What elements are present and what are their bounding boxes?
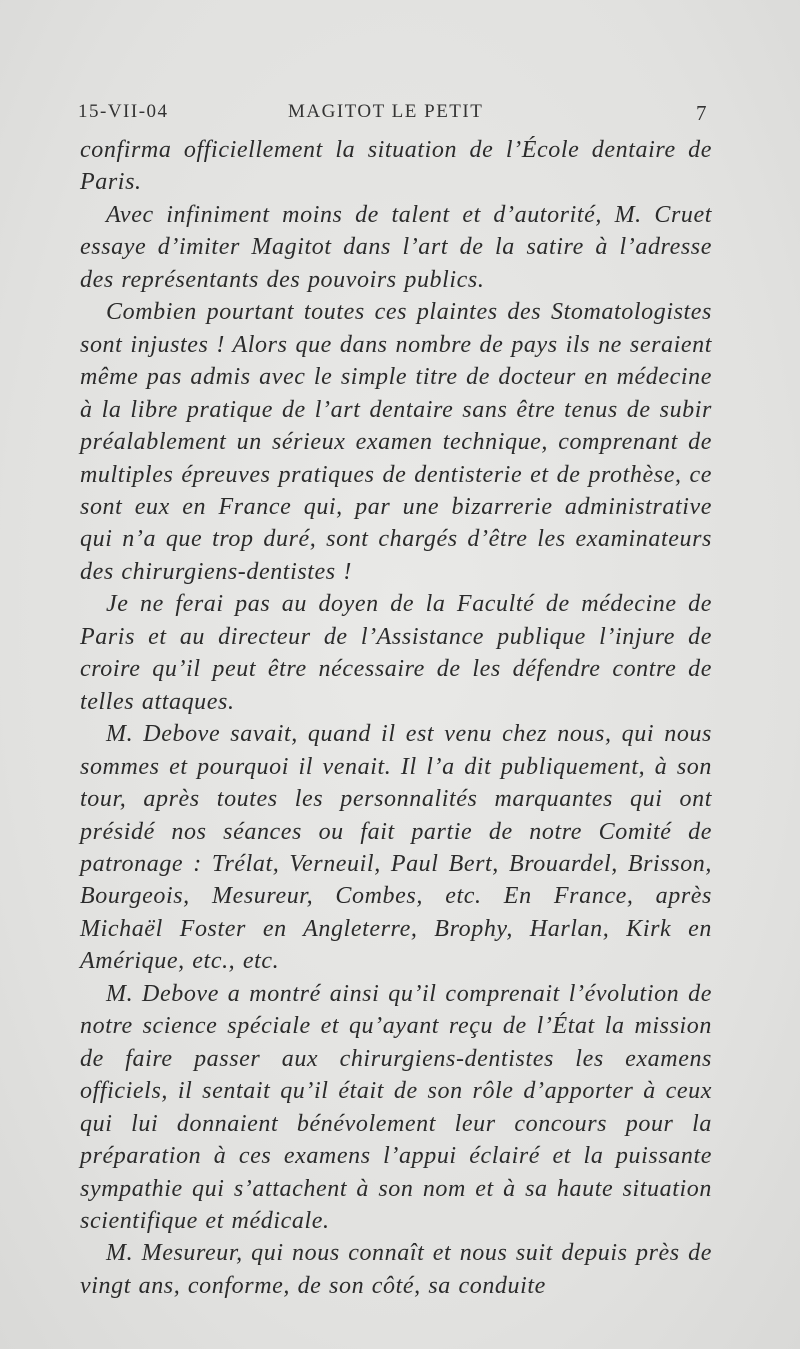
paragraph: Avec infiniment moins de talent et d’autorité, M. Cruet essaye d’imiter Magitot dans l’art de la satire à l’adresse des représentants des pouvoirs publics. — [80, 201, 712, 293]
paragraph: M. Mesureur, qui nous connaît et nous suit depuis près de vingt ans, conforme, de son côté, sa conduite — [80, 1240, 712, 1299]
paragraph: M. Debove savait, quand il est venu chez nous, qui nous sommes et pourquoi il venait. Il l’a dit publiquement, à son tour, après toutes les personnalités marquantes qui ont présidé nos séances ou fait partie de notre Comité de patronage : Trélat, Verneuil, Paul Bert, Brouardel, Brisson, Bourgeois, Mesureur, Combes, etc. En France, après Michaël Foster en Angleterre, Brophy, Harlan, Kirk en Amérique, etc., etc. — [80, 721, 712, 975]
page-number: 7 — [696, 101, 708, 125]
paragraph: M. Debove a montré ainsi qu’il comprenait l’évolution de notre science spéciale et qu’ayant reçu de l’État la mission de faire passer aux chirurgiens-dentistes les examens officiels, il sentait qu’il était de son rôle d’apporter à ceux qui lui donnaient bénévolement leur concours pour la préparation à ces examens l’appui éclairé et la puissante sympathie qui s’attachent à son nom et à sa haute situation scientifique et médicale. — [80, 980, 712, 1234]
paragraph: Combien pourtant toutes ces plaintes des Stomatologistes sont injustes ! Alors que dans nombre de pays ils ne seraient même pas admis avec le simple titre de docteur en médecine à la libre pratique de l’art dentaire sans être tenus de subir préalablement un sérieux examen technique, comprenant de multiples épreuves pratiques de dentisterie et de prothèse, ce sont eux en France qui, par une bizarrerie administrative qui n’a que trop duré, sont chargés d’être les examinateurs des chirurgiens-dentistes ! — [80, 299, 712, 585]
paragraph: Je ne ferai pas au doyen de la Faculté de médecine de Paris et au directeur de l’Assistance publique l’injure de croire qu’il peut être nécessaire de les défendre contre de telles attaques. — [80, 591, 712, 715]
header-date: 15-VII-04 — [78, 101, 169, 122]
paragraph: confirma officiellement la situation de l’École dentaire de Paris. — [80, 137, 712, 196]
header-title: MAGITOT LE PETIT — [288, 101, 484, 122]
running-header — [78, 101, 708, 131]
body-text — [80, 134, 712, 1302]
